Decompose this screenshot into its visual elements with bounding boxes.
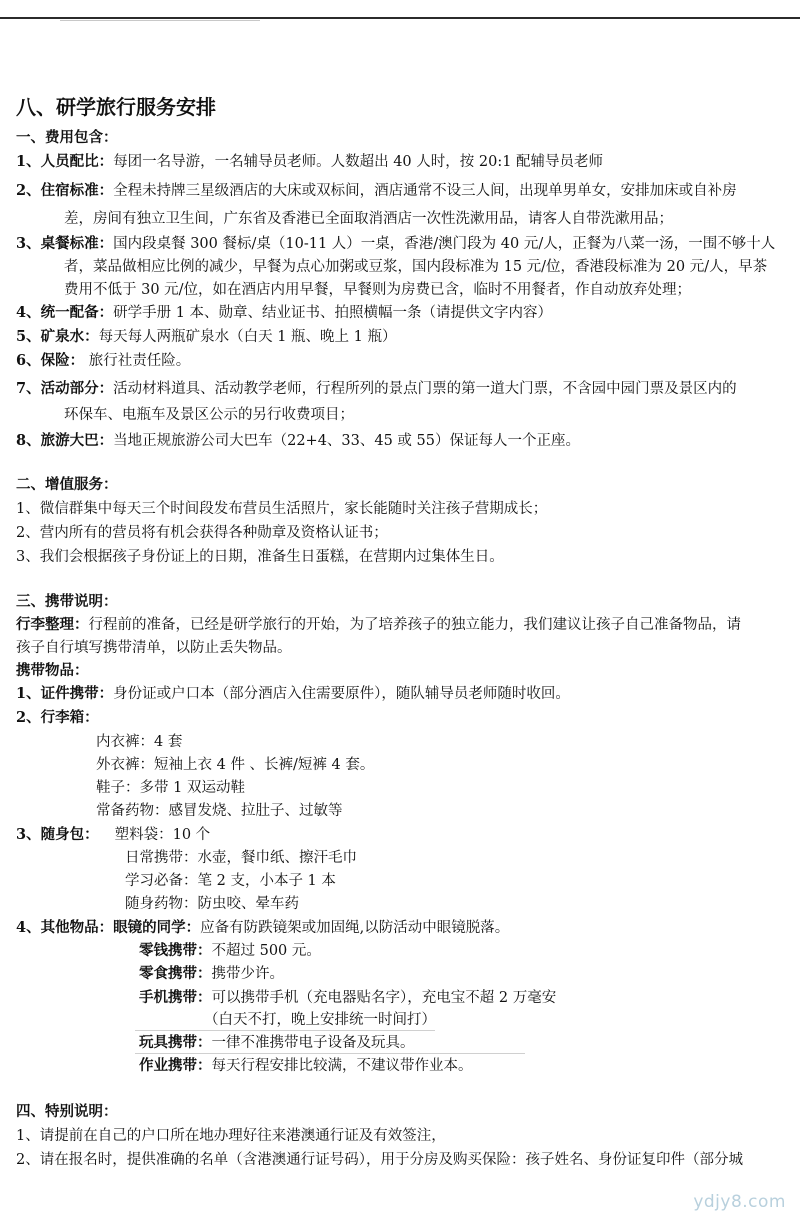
fee-item-insurance: 6、保险： 旅行社责任险。 — [16, 352, 191, 369]
watermark: ydjy8.com — [693, 1192, 786, 1212]
divider — [135, 1030, 435, 1031]
fee-item-meals-cont-1: 者，菜品做相应比例的减少，早餐为点心加粥或豆浆，国内段标准为 15 元/位，香港段标准为 20 元/人，早茶 — [64, 259, 768, 275]
fee-item-equipment: 4、统一配备：研学手册 1 本、勋章、结业证书、拍照横幅一条（请提供文字内容） — [16, 304, 553, 321]
carryon-study: 学习必备：笔 2 支，小本子 1 本 — [125, 873, 336, 889]
fee-item-meals-cont-2: 费用不低于 30 元/位，如在酒店内用早餐，早餐则为房费已含，临时不用餐者，作自动放弃处理； — [64, 282, 692, 298]
carry-items-heading: 携带物品： — [16, 662, 89, 679]
others-phone: 手机携带：可以携带手机（充电器贴名字），充电宝不超 2 万毫安 — [139, 989, 557, 1006]
carry-carryon: 3、随身包： 塑料袋：10 个 — [16, 826, 211, 843]
added-heading: 二、增值服务： — [16, 476, 118, 493]
special-item-1: 1、请提前在自己的户口所在地办理好往来港澳通行证及有效签注， — [16, 1128, 446, 1144]
fee-item-staff: 1、人员配比：每团一名导游，一名辅导员老师。人数超出 40 人时，按 20:1 配辅导员老师 — [16, 153, 604, 170]
carry-intro-cont: 孩子自行填写携带清单，以防止丢失物品。 — [16, 640, 292, 656]
special-heading: 四、特别说明： — [16, 1103, 118, 1120]
top-rule — [0, 17, 800, 19]
fee-item-lodging-cont: 差，房间有独立卫生间，广东省及香港已全面取消酒店一次性洗漱用品，请客人自带洗漱用品； — [64, 211, 673, 227]
luggage-underwear: 内衣裤：4 套 — [96, 734, 183, 750]
others-snacks: 零食携带：携带少许。 — [139, 965, 284, 982]
others-toys: 玩具携带：一律不准携带电子设备及玩具。 — [139, 1034, 415, 1051]
fees-heading: 一、费用包含： — [16, 129, 118, 146]
fee-item-activities-cont: 环保车、电瓶车及景区公示的另行收费项目； — [64, 407, 354, 423]
carryon-medicine: 随身药物：防虫咬、晕车药 — [125, 896, 299, 912]
carry-luggage-label: 2、行李箱： — [16, 709, 99, 726]
added-item-3: 3、我们会根据孩子身份证上的日期，准备生日蛋糕，在营期内过集体生日。 — [16, 549, 504, 565]
top-rule-shadow — [60, 20, 260, 21]
carry-intro: 行李整理：行程前的准备，已经是研学旅行的开始，为了培养孩子的独立能力，我们建议让孩子自己准备物品，请 — [16, 616, 741, 633]
fee-item-meals: 3、桌餐标准：国内段桌餐 300 餐标/桌（10-11 人）一桌，香港/澳门段为 40 元/人，正餐为八菜一汤，一围不够十人 — [16, 235, 776, 252]
carry-others: 4、其他物品：眼镜的同学：应备有防跌镜架或加固绳,以防活动中眼镜脱落。 — [16, 919, 510, 936]
divider — [135, 1053, 525, 1054]
carryon-daily: 日常携带：水壶，餐巾纸、擦汗毛巾 — [125, 850, 357, 866]
others-phone-cont: （白天不打，晚上安排统一时间打） — [204, 1012, 436, 1028]
added-item-2: 2、营内所有的营员将有机会获得各种勋章及资格认证书； — [16, 525, 388, 541]
fee-item-water: 5、矿泉水：每天每人两瓶矿泉水（白天 1 瓶、晚上 1 瓶） — [16, 328, 397, 345]
fee-item-lodging: 2、住宿标准：全程未持牌三星级酒店的大床或双标间，酒店通常不设三人间，出现单男单女，安排加床或自补房 — [16, 182, 737, 199]
luggage-medicine: 常备药物：感冒发烧、拉肚子、过敏等 — [96, 803, 343, 819]
others-homework: 作业携带：每天行程安排比较满，不建议带作业本。 — [139, 1057, 473, 1074]
added-item-1: 1、微信群集中每天三个时间段发布营员生活照片，家长能随时关注孩子营期成长； — [16, 501, 548, 517]
fee-item-bus: 8、旅游大巴：当地正规旅游公司大巴车（22+4、33、45 或 55）保证每人一个正座。 — [16, 432, 580, 449]
fee-item-activities: 7、活动部分：活动材料道具、活动教学老师，行程所列的景点门票的第一道大门票，不含园中园门票及景区内的 — [16, 380, 737, 397]
section-title: 八、研学旅行服务安排 — [16, 95, 216, 119]
carry-heading: 三、携带说明： — [16, 593, 118, 610]
luggage-shoes: 鞋子：多带 1 双运动鞋 — [96, 780, 245, 796]
special-item-2: 2、请在报名时，提供准确的名单（含港澳通行证号码），用于分房及购买保险：孩子姓名、身份证复印件（部分城 — [16, 1152, 743, 1168]
carry-docs: 1、证件携带：身份证或户口本（部分酒店入住需要原件），随队辅导员老师随时收回。 — [16, 685, 570, 702]
others-cash: 零钱携带：不超过 500 元。 — [139, 942, 321, 959]
luggage-clothes: 外衣裤：短袖上衣 4 件 、长裤/短裤 4 套。 — [96, 757, 375, 773]
